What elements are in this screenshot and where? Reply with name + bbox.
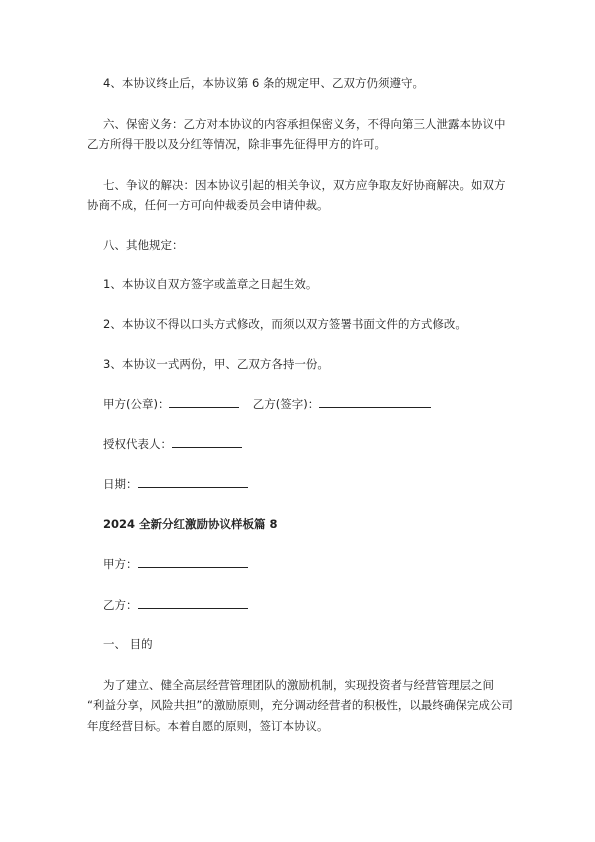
party-a-seal-label: 甲方(公章)： xyxy=(103,397,170,411)
section-8-title: 2024 全新分红激励协议样板篇 8 xyxy=(103,517,278,531)
signature-row-parties xyxy=(103,394,523,415)
purpose-line-1: 为了建立、健全高层经营管理团队的激励机制，实现投资者与经营管理层之间 xyxy=(103,678,494,692)
clause-4-text: 4、本协议终止后，本协议第 6 条的规定甲、乙双方仍须遵守。 xyxy=(103,76,424,90)
clause-7-line-2: 协商不成，任何一方可向仲裁委员会申请仲裁。 xyxy=(87,198,329,212)
clause-7-line-1: 七、争议的解决：因本协议引起的相关争议，双方应争取友好协商解决。如双方 xyxy=(103,178,506,192)
authorized-rep-blank[interactable] xyxy=(172,435,242,448)
purpose-line-3: 年度经营目标。本着自愿的原则，签订本协议。 xyxy=(87,719,329,733)
authorized-rep-label: 授权代表人： xyxy=(103,437,172,451)
clause-8-item-2: 2、本协议不得以口头方式修改，而须以双方签署书面文件的方式修改。 xyxy=(103,317,467,331)
clause-6-line-1: 六、保密义务：乙方对本协议的内容承担保密义务，不得向第三人泄露本协议中 xyxy=(103,117,506,131)
party-a-label: 甲方： xyxy=(103,557,138,571)
party-b-sign-label: 乙方(签字)： xyxy=(252,397,320,411)
section-8-party-a-row xyxy=(103,554,523,575)
purpose-line-2: “利益分享，风险共担”的激励原则，充分调动经营者的积极性，以最终确保完成公司 xyxy=(87,698,513,712)
party-b-label: 乙方： xyxy=(103,598,138,612)
signature-row-rep xyxy=(103,434,523,455)
clause-8-item-1: 1、本协议自双方签字或盖章之日起生效。 xyxy=(103,277,318,291)
section-8-party-b-row xyxy=(103,595,523,616)
party-a-blank[interactable] xyxy=(138,555,248,568)
party-a-seal-blank[interactable] xyxy=(169,395,239,408)
clause-8-item-3: 3、本协议一式两份，甲、乙双方各持一份。 xyxy=(103,357,329,371)
signature-row-date xyxy=(103,474,523,495)
date-blank[interactable] xyxy=(138,475,248,488)
clause-8-title: 八、其他规定： xyxy=(103,238,184,252)
purpose-title: 一、 目的 xyxy=(103,637,153,651)
party-b-sign-blank[interactable] xyxy=(319,395,431,408)
party-b-blank[interactable] xyxy=(138,596,248,609)
clause-6-line-2: 乙方所得干股以及分红等情况，除非事先征得甲方的许可。 xyxy=(87,137,386,151)
date-label: 日期： xyxy=(103,477,138,491)
